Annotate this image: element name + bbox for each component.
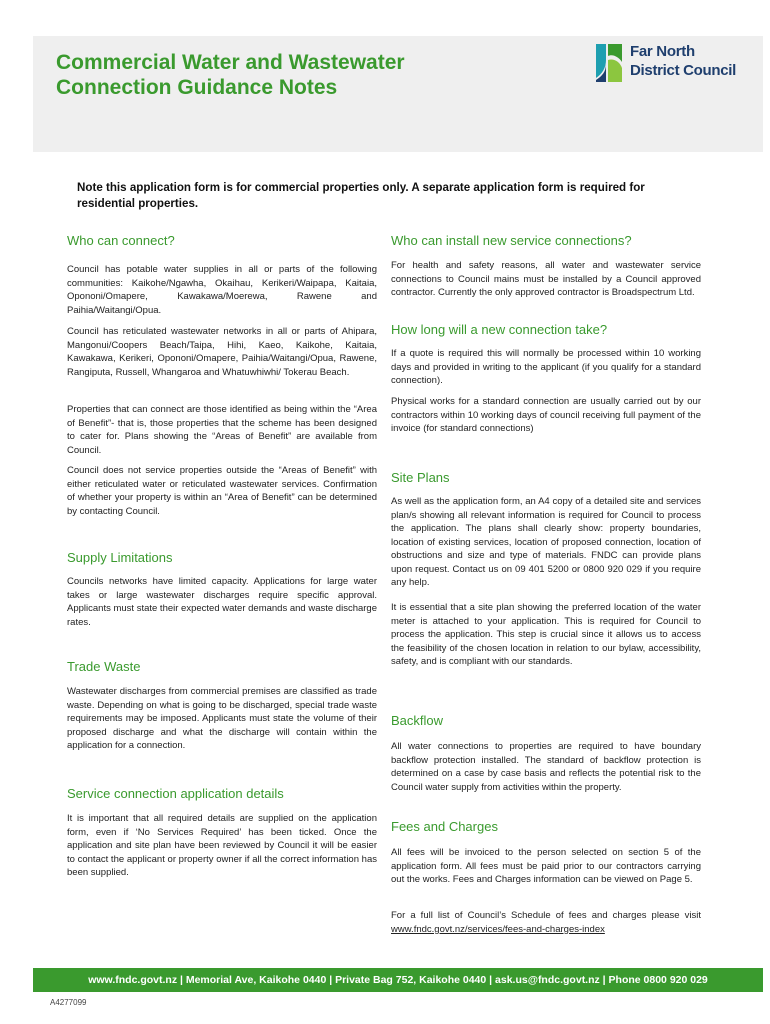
logo-text bbox=[630, 42, 736, 80]
document-reference: A4277099 bbox=[50, 998, 87, 1007]
fees-link-intro: For a full list of Council’s Schedule of fees and charges please visit bbox=[391, 910, 701, 921]
site-plans-paragraph-2: It is essential that a site plan showing the preferred location of the water meter is attached to your application. This is required for Council to process the application. This step is crucial since it allows us to access the feasibility of the chosen location in relation to our bylaw, accessibility, safety, and is compliant with our standards. bbox=[391, 602, 701, 667]
fees-paragraph-1: All fees will be invoiced to the person selected on section 5 of the application form. All fees must be paid prior to our contractors carrying out the works. Fees and Charges information can be viewed on Page 5. bbox=[391, 847, 701, 885]
service-connection-heading: Service connection application details bbox=[67, 786, 284, 801]
who-can-install-heading: Who can install new service connections? bbox=[391, 233, 632, 248]
how-long-paragraph-1: If a quote is required this will normally be processed within 10 working days and provided in writing to the applicant (if you qualify for a standard connection). bbox=[391, 348, 701, 386]
title-line-1: Commercial Water and Wastewater bbox=[56, 51, 405, 74]
page-title bbox=[56, 50, 405, 100]
left-column bbox=[67, 232, 377, 892]
fees-charges-heading: Fees and Charges bbox=[391, 819, 498, 834]
site-plans-heading: Site Plans bbox=[391, 470, 450, 485]
trade-waste-paragraph: Wastewater discharges from commercial premises are classified as trade waste. Depending on what is going to be discharged, special trade waste requirements may be imposed. Applicants must state the volume of their proposed discharge and what the discharge will contain within the application for a connection. bbox=[67, 686, 377, 751]
who-can-connect-heading: Who can connect? bbox=[67, 233, 175, 248]
who-paragraph-3: Properties that can connect are those identified as being within the “Area of Benefit”- that is, those properties that the scheme has been designed to cater for. Plans showing the “Areas of Benefit” are available from Council. bbox=[67, 404, 377, 456]
backflow-paragraph: All water connections to properties are required to have boundary backflow protection installed. The standard of backflow protection is determined on a case by case basis and reflects the potential risk to the Council water supply from activities within the property. bbox=[391, 741, 701, 793]
site-plans-paragraph-1: As well as the application form, an A4 copy of a detailed site and services plan/s showing all relevant information is required for Council to process the application. The plans shall clearly show: property boundaries, location of existing services, location of proposed connection, location of obstructions and size and type of materials. FNDC can provide plans upon request. Contact us on 09 401 5200 or 0800 920 029 if you require any help. bbox=[391, 496, 701, 588]
footer-contact-bar: www.fndc.govt.nz | Memorial Ave, Kaikohe 0440 | Private Bag 752, Kaikohe 0440 | ask.us@fndc.govt.nz | Phone 0800 920 029 bbox=[33, 968, 763, 992]
how-long-paragraph-2: Physical works for a standard connection are usually carried out by our contractors within 10 working days of council receiving full payment of the invoice (for standard connections) bbox=[391, 396, 701, 434]
service-paragraph: It is important that all required details are supplied on the application form, even if ‘No Services Required’ has been ticked. Once the application and site plan have been reviewed by Council it will be easier to contact the applicant or property owner if all the correct information has been supplied. bbox=[67, 813, 377, 878]
who-paragraph-2: Council has reticulated wastewater networks in all or parts of Ahipara, Mangonui/Coopers Beach/Taipa, Hihi, Kaeo, Kaikohe, Kaitaia, Kawakawa, Kerikeri, Opononi/Omapere, Paihia/Waitangi/Opua, Rawene, Rangiputa, Russell, Whangaroa and Whatuwhiwhi/ Tokerau Beach. bbox=[67, 326, 377, 378]
supply-limitations-heading: Supply Limitations bbox=[67, 550, 173, 565]
fndc-logo-mark-icon bbox=[592, 40, 626, 86]
form-note: Note this application form is for commercial properties only. A separate application form is required for residential properties. bbox=[77, 181, 645, 210]
install-paragraph: For health and safety reasons, all water and wastewater service connections to Council mains must be installed by a Council approved contractor. Currently the only approved contractor is Broadspectrum Ltd. bbox=[391, 260, 701, 298]
fees-schedule-link[interactable]: www.fndc.govt.nz/services/fees-and-charges-index bbox=[391, 923, 605, 935]
trade-waste-heading: Trade Waste bbox=[67, 659, 141, 674]
supply-paragraph: Councils networks have limited capacity. Applications for large water takes or large wastewater discharges require specific approval. Applicants must state their expected water demands and waste discharge rates. bbox=[67, 576, 377, 628]
how-long-heading: How long will a new connection take? bbox=[391, 322, 608, 337]
title-line-2: Connection Guidance Notes bbox=[56, 76, 338, 99]
logo-line-2: District Council bbox=[630, 62, 737, 79]
who-paragraph-1: Council has potable water supplies in all or parts of the following communities: Kaikohe/Ngawha, Okaihau, Kerikeri/Waipapa, Kaitaia, Opononi/Omapere, Kawakawa/Moerewa, Rawene and Paihia/Waitangi/Opua. bbox=[67, 264, 377, 316]
fees-paragraph-2 bbox=[391, 909, 701, 936]
right-column bbox=[391, 232, 701, 962]
council-logo[interactable] bbox=[592, 40, 742, 88]
who-paragraph-4: Council does not service properties outside the “Areas of Benefit” with either reticulated water or reticulated wastewater services. Confirmation of whether your property is within an “Area of Benefit” can be determined by contacting Council. bbox=[67, 465, 377, 517]
logo-line-1: Far North bbox=[630, 43, 695, 60]
backflow-heading: Backflow bbox=[391, 713, 444, 728]
